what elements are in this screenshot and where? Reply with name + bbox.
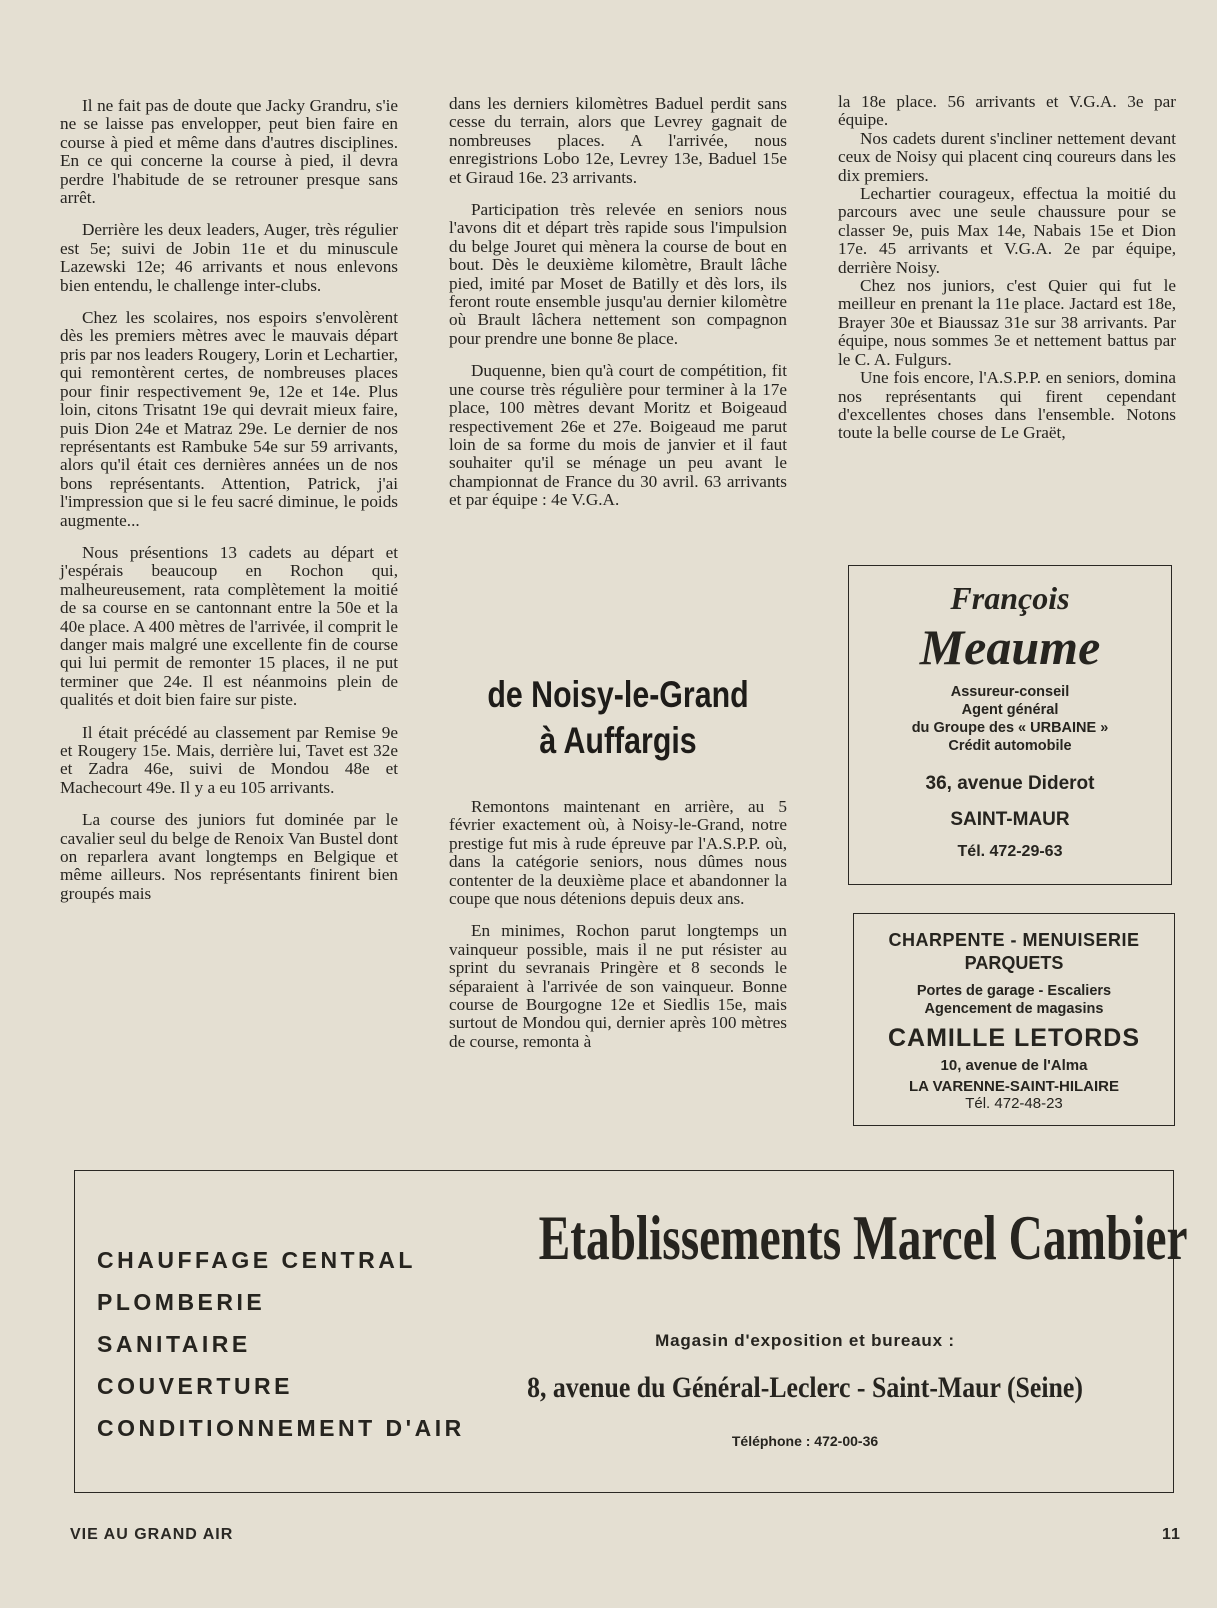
advert-cambier bbox=[74, 1170, 1188, 1493]
paragraph: Il ne fait pas de doute que Jacky Grandru, s'ie ne se laisse pas envelopper, peut bien faire en course à pied et même dans d'autres disciplines. En ce qui concerne la course à pied, il devra perdre l'habitude de se retrouner presque sans arrêt. bbox=[60, 96, 398, 208]
service-item: COUVERTURE bbox=[97, 1373, 294, 1399]
article-column-3 bbox=[838, 93, 1176, 443]
article-column-2-lower bbox=[449, 798, 787, 1065]
paragraph: La course des juniors fut dominée par le cavalier seul du belge de Renoix Van Bustel dont on reparlera avant longtemps en Belgique et même ailleurs. Nos représentants finirent bien groupés mais bbox=[60, 810, 398, 903]
advert-city: LA VARENNE-SAINT-HILAIRE bbox=[909, 1078, 1119, 1095]
advert-phone: Tél. 472-48-23 bbox=[965, 1095, 1063, 1112]
headline-line-2: à Auffargis bbox=[539, 720, 697, 761]
section-headline bbox=[479, 672, 756, 764]
advert-first-name: François bbox=[950, 580, 1070, 616]
service-item: SANITAIRE bbox=[97, 1331, 251, 1357]
advert-trade-2: PARQUETS bbox=[964, 953, 1064, 973]
advert-services: Portes de garage - Escaliers bbox=[916, 983, 1112, 999]
advert-line: du Groupe des « URBAINE » bbox=[911, 720, 1109, 736]
paragraph: Derrière les deux leaders, Auger, très régulier est 5e; suivi de Jobin 11e et du minuscule Lazewski 12e; 46 arrivants et nous enlevons bien entendu, le challenge inter-clubs. bbox=[60, 220, 398, 295]
advert-last-name: Meaume bbox=[919, 619, 1101, 675]
advert-company-name: Etablissements Marcel Cambier bbox=[538, 1202, 1188, 1273]
paragraph: Lechartier courageux, effectua la moitié du parcours avec une seule chaussure pour se classer 9e, puis Max 14e, Nabais 15e et Dion 17e. 45 arrivants et V.G.A. 2e par équipe, derrière Noisy. bbox=[838, 184, 1176, 277]
advert-phone: Téléphone : 472-00-36 bbox=[731, 1433, 879, 1449]
advert-address: 36, avenue Diderot bbox=[925, 773, 1095, 794]
service-item: CHAUFFAGE CENTRAL bbox=[97, 1247, 416, 1273]
service-item: PLOMBERIE bbox=[97, 1289, 266, 1315]
advert-line: Agent général bbox=[961, 702, 1059, 718]
paragraph: Nos cadets durent s'incliner nettement devant ceux de Noisy qui placent cinq coureurs dans les dix premiers. bbox=[838, 128, 1176, 185]
paragraph: Une fois encore, l'A.S.P.P. en seniors, domina nos représentants qui firent cependant d'excellentes choses dans l'ensemble. Notons toute la belle course de Le Graët, bbox=[838, 368, 1176, 443]
paragraph: En minimes, Rochon parut longtemps un vainqueur possible, mais il ne put résister au sprint du sevranais Pringère et 8 seconds le séparaient à l'arrivée de son vainqueur. Bonne course de Bourgogne 12e et Siedlis 15e, mais surtout de Mondou qui, dernier après 100 mètres de course, remonta à bbox=[449, 921, 787, 1051]
paragraph: Nous présentions 13 cadets au départ et j'espérais beaucoup en Rochon qui, malheureusement, rata complètement la moitié de sa course en se cantonnant entre la 50e et la 40e place. A 400 mètres de l'arrivée, il comprit le danger mais malgré une excellente fin de course qui lui permit de remonter 15 places, il ne put terminer que 24e. Il est néanmoins plein de qualités et doit bien faire sur piste. bbox=[60, 542, 398, 710]
article-column-2 bbox=[449, 95, 787, 524]
advert-address: 10, avenue de l'Alma bbox=[940, 1057, 1088, 1074]
advert-letords bbox=[853, 913, 1175, 1126]
advert-address: 8, avenue du Général-Leclerc - Saint-Maur (Seine) bbox=[527, 1371, 1083, 1404]
page-number: 11 bbox=[1162, 1526, 1181, 1543]
paragraph: Participation très relevée en seniors nous l'avons dit et départ très rapide sous l'impulsion du belge Jouret qui mènera la course de bout en bout. Dès le deuxième kilomètre, Brault lâche pied, imité par Moset de Batilly et dès lors, ils feront route ensemble jusqu'au dernier kilomètre où Brault lâchera nettement son compagnon pour prendre une bonne 8e place. bbox=[449, 200, 787, 348]
advert-phone: Tél. 472-29-63 bbox=[957, 843, 1063, 860]
paragraph: Il était précédé au classement par Remise 9e et Rougery 15e. Mais, derrière lui, Tavet est 32e et Zadra 46e, suivi de Mondou 48e et Machecourt 49e. Il y a eu 105 arrivants. bbox=[60, 722, 398, 797]
advert-meaume bbox=[848, 565, 1172, 885]
headline-line-1: de Noisy-le-Grand bbox=[487, 674, 749, 715]
paragraph: Chez les scolaires, nos espoirs s'envolèrent dès les premiers mètres avec le mauvais départ pris par nos leaders Rougery, Lorin et Lechartier, qui remontèrent certes, de nombreuses places pour finir respectivement 9e, 12e et 14e. Plus loin, citons Trisatnt 19e qui devrait mieux faire, puis Dion 24e et Matraz 29e. Le dernier de nos représentants est Rambuke 54e sur 59 arrivants, alors qu'il était ces dernières années un de nos bons représentants. Attention, Patrick, j'ai l'impression que si le feu sacré diminue, le poids augmente... bbox=[60, 308, 398, 530]
advert-company-name: CAMILLE LETORDS bbox=[887, 1024, 1141, 1052]
advert-line: Crédit automobile bbox=[948, 738, 1072, 754]
advert-trade: CHARPENTE - MENUISERIE bbox=[888, 930, 1140, 950]
advert-showroom: Magasin d'exposition et bureaux : bbox=[655, 1331, 955, 1350]
advert-line: Assureur-conseil bbox=[950, 684, 1070, 700]
service-item: CONDITIONNEMENT D'AIR bbox=[97, 1415, 465, 1441]
advert-city: SAINT-MAUR bbox=[950, 809, 1070, 830]
paragraph: Remontons maintenant en arrière, au 5 février exactement où, à Noisy-le-Grand, notre prestige fut mis à rude épreuve par l'A.S.P.P. où, dans la catégorie seniors, nous dûmes nous contenter de la deuxième place et abandonner la coupe que nous détenions depuis deux ans. bbox=[449, 797, 787, 909]
paragraph: Chez nos juniors, c'est Quier qui fut le meilleur en prenant la 11e place. Jactard est 18e, Brayer 30e et Biaussaz 31e sur 38 arrivants. Par équipe, nous sommes 3e et nettement battus par le C. A. Fulgurs. bbox=[838, 276, 1176, 369]
publication-name: VIE AU GRAND AIR bbox=[70, 1526, 234, 1543]
paragraph: Duquenne, bien qu'à court de compétition, fit une course très régulière pour terminer à la 17e place, 100 mètres devant Moritz et Boigeaud respectivement 26e et 27e. Boigeaud me parut loin de sa forme du mois de janvier et il faut souhaiter qu'il se ménage un peu avant le championnat de France du 30 avril. 63 arrivants et par équipe : 4e V.G.A. bbox=[449, 361, 787, 510]
paragraph: dans les derniers kilomètres Baduel perdit sans cesse du terrain, alors que Levrey gagnait de nombreuses places. A l'arrivée, nous enregistrions Lobo 12e, Levrey 13e, Baduel 15e et Giraud 16e. 23 arrivants. bbox=[449, 94, 787, 187]
paragraph: la 18e place. 56 arrivants et V.G.A. 3e par équipe. bbox=[838, 92, 1176, 130]
article-column-1 bbox=[60, 97, 398, 917]
advert-services-2: Agencement de magasins bbox=[924, 1001, 1104, 1017]
advert-services-list bbox=[97, 1239, 465, 1449]
